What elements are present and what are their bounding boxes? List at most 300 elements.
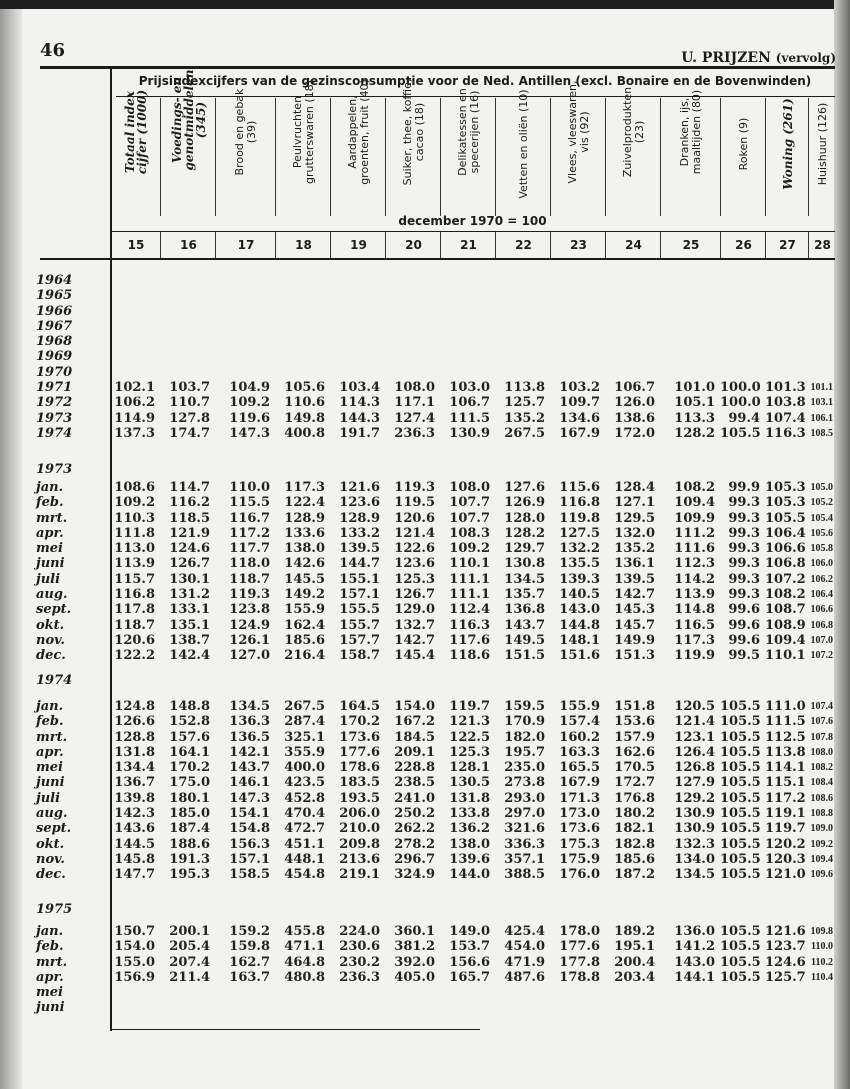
row-label: juli [36,790,61,806]
table-cell: 108.4 [810,777,833,789]
table-cell: 480.8 [284,969,325,985]
table-cell: 118.5 [169,510,210,526]
table-cell: 135.7 [504,587,545,603]
table-cell: 142.3 [114,806,155,822]
table-cell: 206.0 [339,806,380,822]
table-cell: 170.9 [504,714,545,730]
table-cell: 109.7 [559,395,600,411]
table-cell: 108.2 [810,762,833,774]
row-label: 1974 [36,425,73,441]
table-cell: 425.4 [504,924,545,939]
column-header-label: Zuivelprodukten (23) [620,86,646,178]
column-header-label: Huishuur (126) [815,102,829,186]
table-cell: 177.6 [339,744,380,760]
table-row [0,426,850,441]
table-cell: 105.5 [720,836,761,852]
table-cell: 124.8 [114,699,155,714]
table-row [0,411,850,426]
table-cell: 121.6 [765,924,806,939]
table-cell: 105.2 [810,497,833,509]
table-cell: 104.9 [229,380,270,396]
table-cell: 111.1 [449,571,490,587]
table-cell: 321.6 [504,821,545,837]
table-cell: 110.3 [114,510,155,526]
table-cell: 471.9 [504,954,545,970]
table-cell: 122.5 [449,729,490,745]
table-cell: 110.0 [229,480,270,495]
table-cell: 210.0 [339,821,380,837]
table-cell: 126.4 [674,744,715,760]
table-cell: 119.6 [229,410,270,426]
table-cell: 109.2 [449,541,490,557]
column-header [808,98,836,216]
table-cell: 172.7 [614,775,655,791]
table-cell: 159.5 [504,699,545,714]
column-number: 27 [765,232,809,258]
table-row [0,526,850,541]
table-cell: 105.5 [720,775,761,791]
table-cell: 185.6 [614,851,655,867]
table-row [0,1000,850,1015]
table-cell: 105.5 [720,744,761,760]
table-cell: 139.5 [614,571,655,587]
table-cell: 106.7 [614,380,655,396]
table-row [0,319,850,334]
table-cell: 99.3 [728,587,760,603]
table-cell: 157.9 [614,729,655,745]
table-cell: 147.7 [114,867,155,883]
table-cell: 109.4 [810,853,833,865]
row-label: mrt. [36,510,68,526]
table-cell: 121.4 [394,525,435,541]
table-cell: 105.5 [720,806,761,822]
table-cell: 147.3 [229,425,270,441]
column-header [440,88,496,216]
table-cell: 103.4 [339,380,380,396]
table-row [0,572,850,587]
table-cell: 109.4 [765,632,806,648]
table-cell: 109.0 [810,823,833,835]
table-cell: 130.8 [504,556,545,572]
table-cell: 155.0 [114,954,155,970]
table-cell: 144.3 [339,410,380,426]
table-cell: 114.1 [765,760,806,776]
table-cell: 101.0 [674,380,715,396]
row-label: juni [36,1000,65,1016]
table-cell: 157.1 [229,851,270,867]
table-cell: 157.7 [339,632,380,648]
table-cell: 336.3 [504,836,545,852]
table-cell: 107.7 [449,510,490,526]
table-cell: 167.9 [559,775,600,791]
table-cell: 162.4 [284,617,325,633]
table-cell: 139.3 [559,571,600,587]
table-cell: 130.9 [674,821,715,837]
table-cell: 107.4 [765,410,806,426]
table-cell: 99.4 [728,410,760,426]
table-cell: 136.3 [229,714,270,730]
table-cell: 113.9 [674,587,715,603]
table-cell: 105.5 [720,939,761,955]
table-cell: 111.2 [674,525,715,541]
table-cell: 116.7 [229,510,270,526]
table-cell: 143.0 [559,602,600,618]
section-year-heading: 1975 [36,902,73,917]
table-row [0,939,850,954]
table-cell: 155.9 [284,602,325,618]
row-label: aug. [36,587,68,603]
column-header-label: Peulvruchten grutterswaren (18) [290,80,316,184]
table-cell: 103.2 [559,380,600,396]
table-cell: 278.2 [394,836,435,852]
table-cell: 114.8 [674,602,715,618]
table-cell: 124.6 [169,541,210,557]
table-cell: 128.2 [674,425,715,441]
table-cell: 191.7 [339,425,380,441]
row-label: mrt. [36,954,68,970]
table-cell: 105.8 [810,543,833,555]
table-cell: 120.6 [394,510,435,526]
column-header [160,69,216,216]
table-cell: 400.8 [284,425,325,441]
table-cell: 130.5 [449,775,490,791]
table-cell: 185.0 [169,806,210,822]
row-label: feb. [36,495,64,511]
table-cell: 113.3 [674,410,715,426]
table-cell: 119.1 [765,806,806,822]
table-cell: 142.4 [169,648,210,664]
row-label: dec. [36,867,66,883]
table-cell: 176.8 [614,790,655,806]
table-cell: 113.9 [114,556,155,572]
table-cell: 448.1 [284,851,325,867]
table-cell: 103.7 [169,380,210,396]
table-cell: 122.6 [394,541,435,557]
table-cell: 471.1 [284,939,325,955]
table-cell: 143.7 [504,617,545,633]
table-cell: 119.9 [674,648,715,664]
table-cell: 106.8 [810,619,833,631]
row-label: juni [36,556,65,572]
table-section [0,673,850,883]
row-label: jan. [36,924,64,939]
table-section [0,462,850,664]
table-cell: 176.0 [559,867,600,883]
table-row [0,714,850,729]
table-cell: 162.7 [229,954,270,970]
table-cell: 119.7 [449,699,490,714]
table-cell: 250.2 [394,806,435,822]
table-cell: 487.6 [504,969,545,985]
table-cell: 123.6 [394,556,435,572]
table-row [0,775,850,790]
table-cell: 117.3 [674,632,715,648]
table-row [0,349,850,364]
table-cell: 109.8 [810,926,833,937]
table-cell: 118.7 [229,571,270,587]
table-cell: 178.0 [559,924,600,939]
table-cell: 127.9 [674,775,715,791]
column-number: 26 [720,232,766,258]
table-cell: 116.3 [449,617,490,633]
table-cell: 113.0 [114,541,155,557]
table-cell: 297.0 [504,806,545,822]
table-cell: 360.1 [394,924,435,939]
row-label: jan. [36,699,64,714]
column-header [550,80,606,216]
table-cell: 136.7 [114,775,155,791]
column-number: 25 [660,232,721,258]
table-cell: 105.5 [720,969,761,985]
table-cell: 126.6 [114,714,155,730]
table-cell: 127.5 [559,525,600,541]
table-cell: 138.6 [614,410,655,426]
table-cell: 224.0 [339,924,380,939]
table-cell: 120.6 [114,632,155,648]
table-row [0,511,850,526]
table-cell: 106.2 [810,573,833,585]
row-label: mei [36,541,63,557]
page-number: 46 [40,40,66,61]
table-cell: 114.9 [114,410,155,426]
table-cell: 123.1 [674,729,715,745]
table-cell: 112.3 [674,556,715,572]
table-cell: 147.3 [229,790,270,806]
table-cell: 128.4 [614,480,655,495]
table-cell: 113.8 [765,744,806,760]
table-cell: 180.1 [169,790,210,806]
table-cell: 135.1 [169,617,210,633]
table-cell: 110.7 [169,395,210,411]
table-cell: 116.3 [765,425,806,441]
table-cell: 105.6 [810,527,833,539]
table-cell: 162.6 [614,744,655,760]
table-cell: 173.6 [339,729,380,745]
table-cell: 108.6 [810,792,833,804]
row-label: mrt. [36,729,68,745]
table-cell: 154.0 [394,699,435,714]
scan-top-edge [0,0,850,9]
table-cell: 133.8 [449,806,490,822]
table-cell: 193.5 [339,790,380,806]
table-cell: 145.4 [394,648,435,664]
table-cell: 103.8 [765,395,806,411]
table-cell: 195.3 [169,867,210,883]
table-cell: 142.7 [394,632,435,648]
table-cell: 151.8 [614,699,655,714]
table-cell: 151.3 [614,648,655,664]
table-cell: 454.0 [504,939,545,955]
bottom-rule [110,1029,480,1030]
table-cell: 111.8 [114,525,155,541]
table-row [0,541,850,556]
table-cell: 273.8 [504,775,545,791]
table-cell: 115.6 [559,480,600,495]
table-cell: 128.2 [504,525,545,541]
table-group-title: Prijsindexcijfers van de gezinsconsumptie voor de Ned. Antillen (excl. Bonaire en de Bovenwinden) [138,74,812,88]
column-number: 22 [495,232,551,258]
table-cell: 129.5 [614,510,655,526]
table-cell: 155.9 [559,699,600,714]
table-cell: 117.6 [449,632,490,648]
table-cell: 126.7 [394,587,435,603]
table-cell: 262.2 [394,821,435,837]
table-cell: 124.6 [765,954,806,970]
index-base: december 1970 = 100 [398,214,547,228]
column-header-label: Brood en gebak (39) [233,88,258,176]
table-cell: 106.4 [810,589,833,601]
table-cell: 187.2 [614,867,655,883]
row-label: aug. [36,806,68,822]
table-cell: 157.1 [339,587,380,603]
table-cell: 99.3 [728,541,760,557]
row-label: mei [36,760,63,776]
table-cell: 116.8 [559,495,600,511]
column-header [660,89,721,216]
table-cell: 99.9 [728,480,760,495]
table-cell: 129.0 [394,602,435,618]
table-row [0,699,850,714]
column-number: 23 [550,232,606,258]
table-section [0,273,850,441]
column-header [215,88,276,216]
table-cell: 392.0 [394,954,435,970]
table-cell: 106.7 [449,395,490,411]
table-cell: 184.5 [394,729,435,745]
table-cell: 117.2 [765,790,806,806]
table-cell: 125.7 [765,969,806,985]
table-cell: 171.3 [559,790,600,806]
table-cell: 130.9 [674,806,715,822]
table-cell: 165.5 [559,760,600,776]
table-cell: 117.2 [229,525,270,541]
column-header-label: Woning (261) [780,98,795,190]
table-cell: 381.2 [394,939,435,955]
table-cell: 105.5 [720,867,761,883]
table-cell: 180.2 [614,806,655,822]
table-cell: 114.2 [674,571,715,587]
table-cell: 177.8 [559,954,600,970]
table-cell: 111.5 [765,714,806,730]
table-cell: 128.9 [284,510,325,526]
table-cell: 105.5 [720,425,761,441]
table-cell: 117.7 [229,541,270,557]
table-cell: 106.2 [114,395,155,411]
table-row [0,633,850,648]
table-cell: 110.0 [811,941,833,953]
table-cell: 388.5 [504,867,545,883]
table-cell: 133.2 [339,525,380,541]
column-header [385,78,441,216]
table-cell: 117.8 [114,602,155,618]
column-header-label: Suiker, thee, koffie, cacao (18) [400,78,426,186]
column-header-label: Dranken, ijs, maaltijden (80) [678,89,703,175]
table-cell: 99.3 [728,525,760,541]
table-cell: 167.9 [559,425,600,441]
table-cell: 99.5 [728,648,760,664]
table-cell: 142.1 [229,744,270,760]
table-cell: 152.8 [169,714,210,730]
table-row [0,334,850,349]
column-header-label: Aardappelen, groenten, fruit (40) [345,79,371,185]
row-label: 1972 [36,395,73,411]
table-cell: 108.7 [765,602,806,618]
table-cell: 163.7 [229,969,270,985]
table-cell: 107.4 [810,701,833,712]
table-cell: 113.8 [504,380,545,396]
table-row [0,867,850,882]
table-cell: 130.1 [169,571,210,587]
table-cell: 109.2 [229,395,270,411]
table-cell: 187.4 [169,821,210,837]
table-cell: 108.9 [765,617,806,633]
table-cell: 155.5 [339,602,380,618]
header-bottom-rule [40,258,835,260]
table-cell: 464.8 [284,954,325,970]
table-cell: 110.6 [284,395,325,411]
row-label: 1966 [36,303,73,319]
section-title-suffix: (vervolg) [775,51,836,65]
table-cell: 148.8 [169,699,210,714]
table-cell: 105.5 [720,760,761,776]
section-title-main: U. PRIJZEN [681,50,771,66]
table-cell: 163.3 [559,744,600,760]
row-label: 1970 [36,364,73,380]
table-cell: 170.2 [169,760,210,776]
table-cell: 132.7 [394,617,435,633]
table-cell: 119.7 [765,821,806,837]
table-cell: 99.3 [728,556,760,572]
section-year-heading: 1974 [36,673,73,688]
table-cell: 139.5 [339,541,380,557]
table-cell: 238.5 [394,775,435,791]
column-header-label: Vetten en oliën (10) [516,89,530,199]
table-cell: 108.8 [810,808,833,820]
table-row [0,806,850,821]
table-cell: 105.5 [720,699,761,714]
table-cell: 175.0 [169,775,210,791]
table-cell: 216.4 [284,648,325,664]
table-cell: 149.5 [504,632,545,648]
table-cell: 120.3 [765,851,806,867]
table-cell: 136.5 [229,729,270,745]
table-cell: 151.5 [504,648,545,664]
table-cell: 106.0 [810,558,833,570]
table-cell: 110.1 [765,648,806,664]
table-cell: 151.6 [559,648,600,664]
table-cell: 472.7 [284,821,325,837]
table-cell: 165.7 [449,969,490,985]
table-cell: 106.1 [810,412,833,424]
table-cell: 145.8 [114,851,155,867]
table-cell: 136.1 [614,556,655,572]
table-row [0,556,850,571]
table-cell: 129.7 [504,541,545,557]
table-cell: 175.9 [559,851,600,867]
column-header-label: Voedings- en genotmiddelen (345) [169,69,208,171]
table-row [0,304,850,319]
column-header [765,98,809,216]
table-row [0,837,850,852]
table-row [0,587,850,602]
table-cell: 128.1 [449,760,490,776]
table-cell: 405.0 [394,969,435,985]
table-cell: 178.8 [559,969,600,985]
column-header-label: Delikatessen en specerijen (16) [455,88,481,176]
table-cell: 149.0 [449,924,490,939]
table-cell: 114.7 [169,480,210,495]
table-cell: 144.8 [559,617,600,633]
